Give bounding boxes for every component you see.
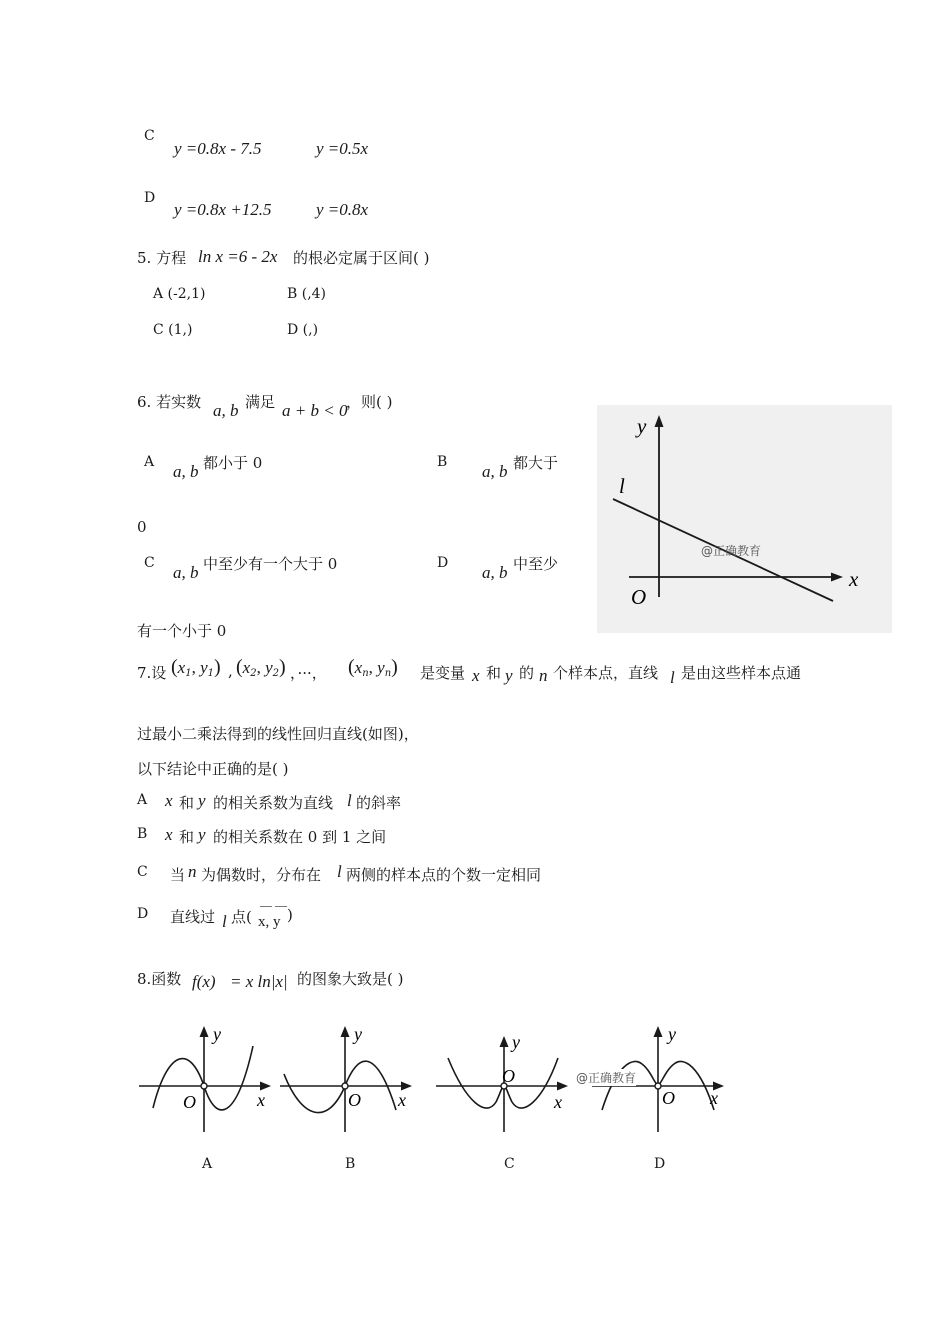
q6-option-c-var: a, b bbox=[173, 563, 199, 582]
q7-option-c-n: n bbox=[188, 862, 197, 881]
q6-stem-prefix: 6. 若实数 bbox=[137, 393, 202, 411]
q7-option-a-l: l bbox=[347, 791, 352, 810]
q6-option-d-text: 中至少 bbox=[513, 555, 559, 573]
q4-option-d-eq1: y =0.8x +12.5 bbox=[174, 200, 272, 219]
graph-a-x-label: x bbox=[257, 1090, 265, 1110]
q7-text-1: 是变量 bbox=[420, 664, 466, 682]
q6-stem-suffix: ，则( ) bbox=[346, 393, 393, 411]
graph-b-origin-label: O bbox=[348, 1090, 361, 1110]
graph-b-y-label: y bbox=[354, 1024, 362, 1044]
q5-equation: ln x =6 - 2x bbox=[198, 247, 278, 266]
q6-option-d-wrap: 有一个小于 0 bbox=[137, 622, 227, 640]
q7-point-2: ($x_2$, $y_2$) bbox=[236, 656, 286, 679]
q7-option-d-label: D bbox=[137, 906, 149, 922]
q7-option-b-text-1: 和 bbox=[179, 828, 195, 846]
graph-c-x-label: x bbox=[554, 1092, 562, 1112]
y-axis-arrow-icon bbox=[654, 1026, 663, 1037]
q7-option-a-text-3: 的斜率 bbox=[356, 794, 402, 812]
q5-option-d: D (,) bbox=[287, 322, 319, 338]
q8-equation: = x ln|x| bbox=[230, 972, 288, 991]
q7-var-l: l bbox=[670, 668, 675, 687]
q7-point-1: ($x_1$, $y_1$) bbox=[171, 656, 221, 679]
q7-point-n: ($x_n$, $y_n$) bbox=[348, 656, 398, 679]
y-axis-arrow-icon bbox=[200, 1026, 209, 1037]
q5-option-a: A (-2,1) bbox=[153, 286, 206, 302]
q7-option-b-x: x bbox=[165, 825, 173, 844]
q6-option-a-label: A bbox=[144, 454, 155, 470]
q7-option-c-text-2: 为偶数时，分布在 bbox=[201, 866, 322, 884]
q7-option-d-xy: x, y bbox=[258, 914, 281, 930]
graph-c-label: C bbox=[504, 1156, 515, 1172]
x-axis-label: x bbox=[849, 567, 859, 591]
graph-a-origin-label: O bbox=[183, 1092, 196, 1112]
graph-a-y-label: y bbox=[213, 1024, 221, 1044]
q7-option-d-text-3: ) bbox=[287, 906, 293, 924]
q7-option-d-l: l bbox=[222, 912, 227, 931]
q7-ellipsis: ，···， bbox=[290, 664, 327, 682]
x-axis-arrow-icon bbox=[557, 1082, 568, 1091]
graph-a-label: A bbox=[202, 1156, 213, 1172]
graph-b bbox=[278, 1022, 418, 1142]
q7-option-d-bar: — — bbox=[260, 898, 287, 912]
graphs-watermark: @正确教育 bbox=[576, 1071, 637, 1085]
q8-tail: 的图象大致是( ) bbox=[297, 970, 404, 988]
q5-option-c: C (1,) bbox=[153, 322, 193, 338]
q4-option-d-label: D bbox=[144, 190, 156, 206]
q6-option-b-label: B bbox=[437, 454, 448, 470]
q7-option-a-x: x bbox=[165, 791, 173, 810]
q7-text-2: 和 bbox=[486, 664, 502, 682]
graph-c bbox=[434, 1022, 574, 1142]
q7-option-b-label: B bbox=[137, 826, 148, 842]
q8-fx: f(x) bbox=[192, 972, 216, 991]
watermark: @正确教育 bbox=[701, 544, 762, 558]
q6-condition: a + b < 0 bbox=[282, 401, 348, 420]
origin-label: O bbox=[631, 585, 647, 609]
q7-option-c-label: C bbox=[137, 864, 148, 880]
q7-option-a-y: y bbox=[198, 791, 206, 810]
q7-option-b-text-2: 的相关系数在 0 到 1 之间 bbox=[213, 828, 387, 846]
q7-option-d-text-2: 点( bbox=[231, 908, 252, 926]
q4-option-c-label: C bbox=[144, 128, 155, 144]
q6-option-d-label: D bbox=[437, 555, 449, 571]
y-axis-arrow-icon bbox=[500, 1036, 509, 1047]
curve bbox=[284, 1061, 396, 1112]
q7-option-d-text-1: 直线过 bbox=[170, 908, 216, 926]
q6-option-b-text: 都大于 bbox=[513, 454, 559, 472]
q6-stem-mid: 满足 bbox=[245, 393, 276, 411]
graph-a bbox=[137, 1022, 277, 1142]
q7-line-3: 以下结论中正确的是( ) bbox=[137, 760, 289, 778]
graph-d-origin-label: O bbox=[662, 1088, 675, 1108]
q5-stem-suffix: 的根必定属于区间( ) bbox=[293, 249, 430, 267]
q6-option-a-var: a, b bbox=[173, 462, 199, 481]
q7-option-c-text-1: 当 bbox=[170, 866, 186, 884]
q7-option-a-text-2: 的相关系数为直线 bbox=[213, 794, 334, 812]
q5-option-b: B (,4) bbox=[287, 286, 327, 302]
graph-c-y-label: y bbox=[512, 1032, 520, 1052]
q7-option-a-label: A bbox=[137, 792, 148, 808]
regression-line-figure bbox=[597, 405, 892, 633]
q7-text-5: 是由这些样本点通 bbox=[681, 664, 802, 682]
q6-vars: a, b bbox=[213, 401, 239, 420]
q7-text-4: 个样本点，直线 bbox=[553, 664, 659, 682]
q4-option-c-eq2: y =0.5x bbox=[316, 139, 369, 158]
q7-option-c-text-3: 两侧的样本点的个数一定相同 bbox=[346, 866, 542, 884]
q6-option-b-wrap: 0 bbox=[137, 518, 147, 536]
y-axis-label: y bbox=[637, 414, 647, 438]
q6-option-d-var: a, b bbox=[482, 563, 508, 582]
graph-d-y-label: y bbox=[668, 1024, 676, 1044]
graph-d-label: D bbox=[654, 1156, 666, 1172]
graph-c-origin-label: O bbox=[502, 1066, 515, 1086]
q7-var-x: x bbox=[472, 666, 480, 685]
q6-option-c-label: C bbox=[144, 555, 155, 571]
q7-line-2: 过最小二乘法得到的线性回归直线(如图)， bbox=[137, 725, 419, 743]
q8-number: 8.函数 bbox=[137, 970, 182, 988]
curve bbox=[153, 1046, 253, 1110]
q5-stem-prefix: 5. 方程 bbox=[137, 249, 187, 267]
q6-option-c-text: 中至少有一个大于 0 bbox=[203, 555, 338, 573]
q4-option-c-eq1: y =0.8x - 7.5 bbox=[174, 139, 262, 158]
line-l-label: l bbox=[619, 474, 625, 498]
q6-option-b-var: a, b bbox=[482, 462, 508, 481]
q7-option-c-l: l bbox=[337, 862, 342, 881]
q6-option-a-text: 都小于 0 bbox=[203, 454, 263, 472]
q4-option-d-eq2: y =0.8x bbox=[316, 200, 369, 219]
q7-option-b-y: y bbox=[198, 825, 206, 844]
q7-number: 7.设 bbox=[137, 664, 167, 682]
q7-var-n: n bbox=[539, 666, 548, 685]
graph-b-label: B bbox=[345, 1156, 356, 1172]
y-axis-arrow-icon bbox=[341, 1026, 350, 1037]
q7-text-3: 的 bbox=[519, 664, 535, 682]
graph-b-x-label: x bbox=[398, 1090, 406, 1110]
graph-d-x-label: x bbox=[710, 1088, 718, 1108]
q7-var-y: y bbox=[505, 666, 513, 685]
q7-option-a-text-1: 和 bbox=[179, 794, 195, 812]
